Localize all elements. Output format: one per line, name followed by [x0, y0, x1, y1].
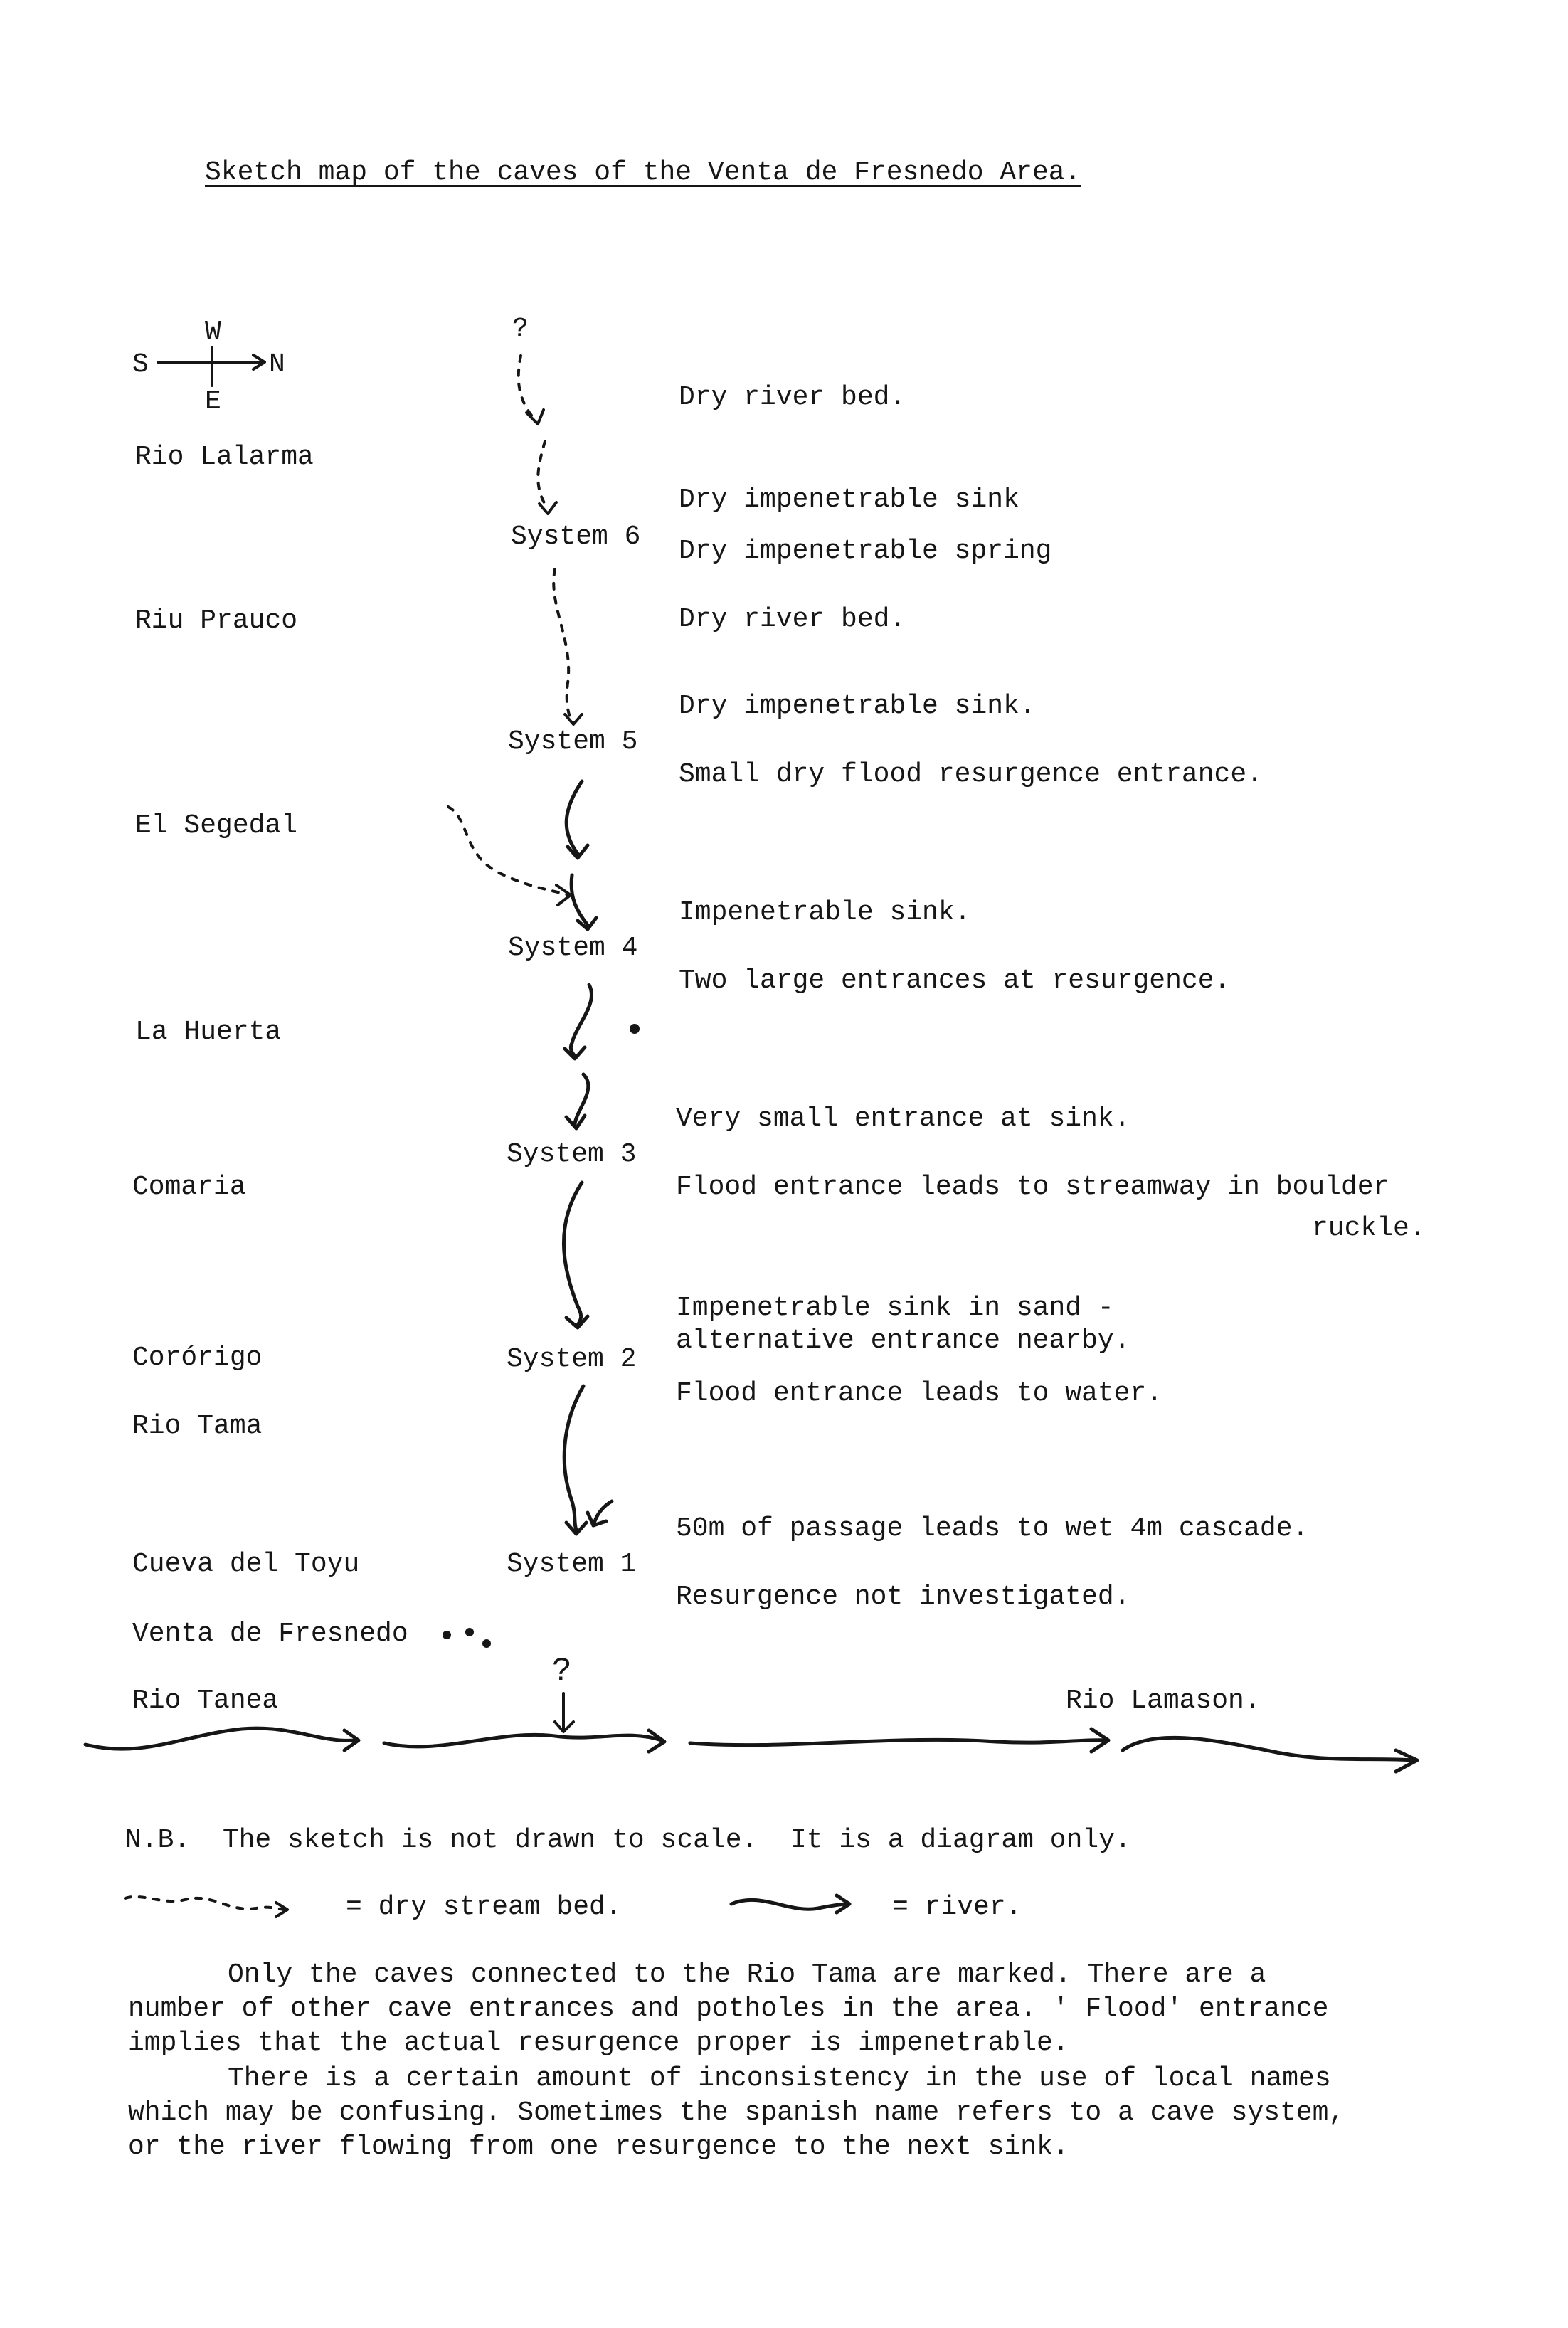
compass-east: E — [205, 386, 221, 417]
note: Very small entrance at sink. — [676, 1104, 1130, 1134]
river-segment — [565, 985, 592, 1128]
legend-dry-stream-icon — [125, 1897, 287, 1917]
note: Dry river bed. — [679, 604, 906, 635]
river-segment — [571, 875, 596, 929]
note: ruckle. — [1312, 1213, 1426, 1244]
dry-stream-bed — [448, 807, 571, 905]
page-title: Sketch map of the caves of the Venta de Fresnedo Area. — [205, 157, 1081, 188]
note: Dry impenetrable spring — [679, 536, 1052, 566]
legend-river-icon — [731, 1895, 849, 1912]
system-label: System 2 — [507, 1344, 637, 1375]
cave-marker — [630, 1024, 640, 1034]
place-name: El Segedal — [135, 810, 298, 841]
system-label: System 6 — [511, 522, 641, 552]
note: 50m of passage leads to wet 4m cascade. — [676, 1513, 1309, 1544]
river-segment — [564, 1386, 612, 1534]
question-mark: ? — [512, 314, 529, 344]
system-label: System 3 — [507, 1139, 637, 1170]
question-mark: ? — [552, 1653, 572, 1690]
note: Flood entrance leads to streamway in boulder — [676, 1172, 1390, 1202]
place-name: Riu Prauco — [135, 605, 298, 636]
place-name: Rio Tama — [132, 1411, 263, 1441]
note: Impenetrable sink in sand - — [676, 1293, 1114, 1323]
system-label: System 4 — [508, 933, 638, 963]
compass-cross — [158, 347, 265, 386]
note: Resurgence not investigated. — [676, 1582, 1130, 1612]
nb-note: N.B. The sketch is not drawn to scale. It is a diagram only. — [125, 1825, 1131, 1856]
note: alternative entrance nearby. — [676, 1326, 1130, 1356]
place-name: Comaria — [132, 1172, 246, 1202]
place-name: La Huerta — [135, 1017, 282, 1047]
note: Dry impenetrable sink — [679, 485, 1019, 515]
unknown-flow-arrow — [555, 1693, 573, 1732]
dry-stream-bed — [519, 356, 556, 514]
river-label: Rio Lamason. — [1066, 1686, 1261, 1716]
cave-marker — [465, 1628, 474, 1636]
place-name: Rio Tanea — [132, 1686, 279, 1716]
system-label: System 1 — [507, 1549, 637, 1580]
river-segment — [563, 1182, 588, 1328]
compass-west: W — [205, 317, 221, 347]
legend-river-label: = river. — [892, 1892, 1022, 1922]
river-main — [85, 1728, 1417, 1772]
paragraph: There is a certain amount of inconsistency in the use of local names which may be confusing. Sometimes the spanish name refers to a cave system, or the river flowing from one resurgence to the next sink. — [128, 2063, 1345, 2162]
note: Two large entrances at resurgence. — [679, 965, 1231, 996]
paragraph: Only the caves connected to the Rio Tama are marked. There are a number of other cave entrances and potholes in the area. ' Flood' entrance implies that the actual resurgence proper is impenetrable. — [128, 1959, 1329, 2058]
place-name: Venta de Fresnedo — [132, 1619, 408, 1649]
place-name: Cueva del Toyu — [132, 1549, 360, 1580]
river-segment — [566, 781, 588, 858]
dry-stream-bed — [553, 569, 582, 724]
note: Dry impenetrable sink. — [679, 691, 1036, 721]
note: Flood entrance leads to water. — [676, 1378, 1163, 1409]
place-name: Rio Lalarma — [135, 442, 314, 472]
cave-marker — [443, 1631, 451, 1639]
note: Small dry flood resurgence entrance. — [679, 759, 1263, 790]
legend-dry-label: = dry stream bed. — [346, 1892, 622, 1922]
compass-south: S — [132, 349, 149, 380]
place-name: Corórigo — [132, 1343, 263, 1373]
compass-north: N — [269, 349, 285, 380]
cave-marker — [482, 1639, 491, 1648]
note: Dry river bed. — [679, 382, 906, 413]
system-label: System 5 — [508, 726, 638, 757]
note: Impenetrable sink. — [679, 897, 971, 928]
